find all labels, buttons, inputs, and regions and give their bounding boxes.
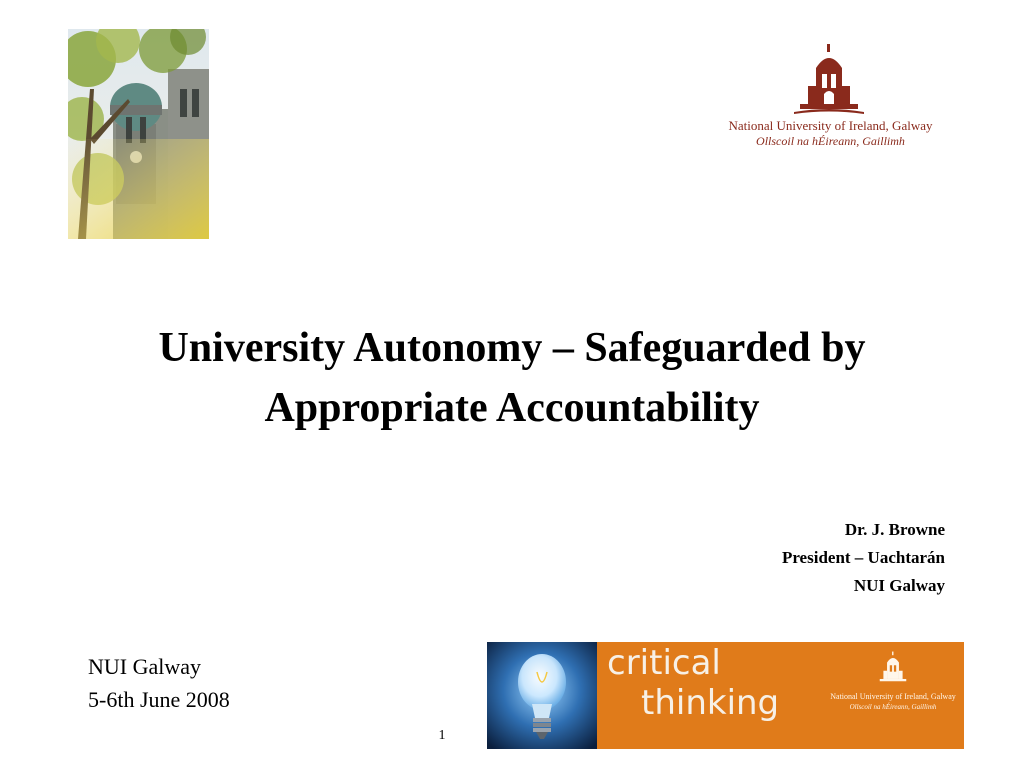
presenter-role: President – Uachtarán (781, 548, 945, 567)
light-bulb-icon (487, 642, 597, 749)
event-date: 5-6th June 2008 (88, 687, 230, 712)
campus-building-photo (68, 29, 209, 239)
presenter-institution: NUI Galway (853, 576, 945, 595)
event-venue: NUI Galway (88, 654, 202, 679)
title-line-2: Appropriate Accountability (264, 385, 760, 431)
title-line-1: University Autonomy – Safeguarded by (158, 325, 866, 371)
banner-crest-icon (877, 648, 909, 688)
university-irish-name: Ollscoil na hÉireann, Gaillimh (756, 134, 905, 148)
presenter-name: Dr. J. Browne (844, 520, 945, 539)
critical-thinking-banner (487, 642, 964, 749)
banner-university-logo (827, 648, 959, 728)
page-number: 1 (438, 728, 446, 743)
presenter-block (782, 516, 945, 600)
event-block (88, 650, 230, 716)
banner-text-line-1: critical (607, 643, 721, 683)
banner-logo-name: National University of Ireland, Galway (830, 692, 956, 701)
university-name: National University of Ireland, Galway (728, 118, 933, 133)
banner-text-line-2: thinking (641, 683, 780, 723)
university-logo (708, 42, 953, 152)
banner-logo-irish-name: Ollscoil na hÉireann, Gaillimh (849, 703, 937, 711)
university-crest-icon (794, 42, 864, 118)
slide-title (60, 318, 964, 438)
